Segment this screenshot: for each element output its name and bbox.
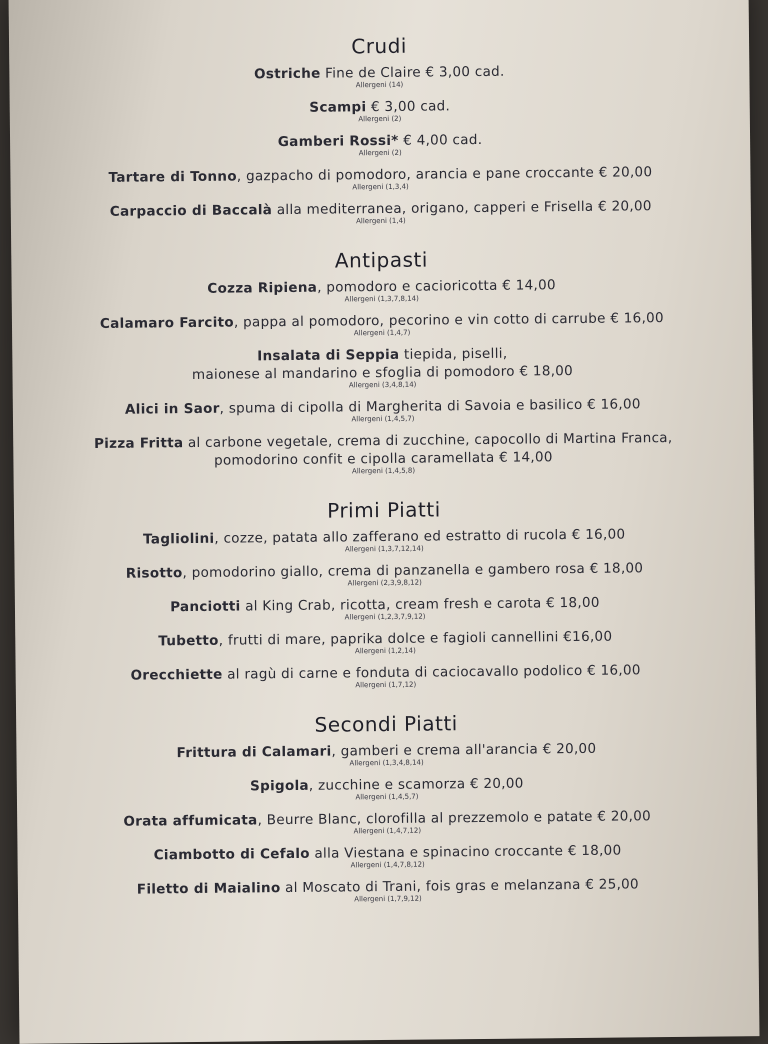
dish-description: , pomodorino giallo, crema di panzanella e gambero rosa € 18,00: [182, 560, 644, 582]
menu-section: [9, 30, 751, 230]
allergens-note: Allergeni (1,4,5,7): [355, 792, 419, 802]
dish-name: Insalata di Seppia: [257, 346, 400, 365]
menu-section: [11, 244, 753, 480]
dish-description: tiepida, piselli,: [399, 345, 508, 363]
dish-description: € 3,00 cad.: [366, 98, 451, 116]
allergens-note: Allergeni (1,4,7,8,12): [350, 860, 425, 870]
dish-description: al carbone vegetale, crema di zucchine, capocollo di Martina Franca,: [183, 429, 673, 452]
dish-name: Tagliolini: [143, 530, 215, 548]
dish-name: Pizza Fritta: [93, 435, 184, 453]
menu-item: [17, 806, 757, 840]
dish-name: Alici in Saor: [124, 400, 220, 418]
dish-description: € 4,00 cad.: [398, 131, 483, 149]
dish-description: , Beurre Blanc, clorofilla al prezzemolo e patate € 20,00: [257, 808, 652, 829]
allergens-note: Allergeni (1,4,7,12): [353, 826, 422, 836]
dish-description: , pappa al pomodoro, pecorino e vin cotto di carrube € 16,00: [233, 310, 664, 331]
dish-name: Tartare di Tonno: [108, 168, 237, 186]
menu-item: [10, 128, 750, 162]
menu-item: [15, 592, 755, 626]
dish-name: Orata affumicata: [123, 812, 258, 830]
menu-item: [10, 94, 750, 128]
allergens-note: Allergeni (2): [358, 148, 402, 158]
allergens-note: Allergeni (14): [355, 80, 404, 90]
allergens-note: Allergeni (1,4,5,8): [351, 466, 416, 476]
menu-item: [13, 394, 753, 428]
allergens-note: Allergeni (1,3,4,8,14): [349, 758, 424, 768]
allergens-note: Allergeni (2): [358, 114, 402, 124]
menu-section: [14, 494, 756, 694]
allergens-note: Allergeni (1,7,9,12): [354, 894, 422, 904]
dish-name: Frittura di Calamari: [176, 743, 332, 762]
dish-name: Risotto: [125, 565, 183, 582]
dish-description: alla mediterranea, origano, capperi e Frisella € 20,00: [272, 198, 652, 219]
menu-item: [13, 428, 753, 480]
dish-name: Ciambotto di Cefalo: [153, 845, 310, 864]
dish-description: al Moscato di Trani, fois gras e melanzana € 25,00: [280, 876, 639, 897]
allergens-note: Allergeni (1,7,12): [355, 680, 417, 690]
dish-description: al King Crab, ricotta, cream fresh e carota € 18,00: [240, 594, 600, 615]
menu-paper: [9, 0, 760, 1044]
allergens-note: Allergeni (1,4): [356, 216, 406, 226]
dish-description: alla Viestana e spinacino croccante € 18,00: [309, 842, 622, 862]
menu-item: [16, 738, 756, 772]
menu-item: [18, 874, 758, 908]
dish-description: Fine de Claire € 3,00 cad.: [320, 63, 505, 82]
menu-item: [12, 308, 752, 342]
dish-name: Ostriche: [254, 65, 321, 83]
allergens-note: Allergeni (1,4,5,7): [351, 414, 415, 424]
menu-item: [10, 162, 750, 196]
dish-name: Cozza Ripiena: [207, 279, 318, 297]
dish-description-continued: pomodorino confit e cipolla caramellata € 14,00: [213, 449, 553, 469]
menu-section: [16, 708, 758, 908]
dish-description: , cozze, patata allo zafferano ed estratto di rucola € 16,00: [214, 526, 626, 547]
dish-name: Spigola: [250, 777, 309, 795]
dish-name: Gamberi Rossi*: [277, 132, 399, 151]
allergens-note: Allergeni (1,3,7,8,14): [344, 294, 419, 304]
dish-description: , zucchine e scamorza € 20,00: [308, 775, 524, 794]
allergens-note: Allergeni (1,4,7): [353, 328, 411, 338]
dish-name: Panciotti: [170, 598, 241, 616]
dish-name: Carpaccio di Baccalà: [109, 202, 273, 220]
section-title: Primi Piatti: [327, 497, 441, 523]
dish-description: , frutti di mare, paprika dolce e fagioli cannellini €16,00: [218, 628, 613, 649]
dish-name: Scampi: [309, 99, 367, 116]
allergens-note: Allergeni (1,3,7,12,14): [344, 544, 424, 554]
menu-item: [9, 60, 749, 94]
menu-item: [17, 772, 757, 806]
menu-item: [12, 342, 752, 394]
section-title: Secondi Piatti: [314, 711, 458, 737]
allergens-note: Allergeni (1,2,3,7,9,12): [344, 612, 426, 622]
dish-name: Orecchiette: [130, 666, 223, 684]
allergens-note: Allergeni (1,3,4): [352, 182, 409, 192]
dish-description: , pomodoro e cacioricotta € 14,00: [317, 277, 556, 296]
section-title: Antipasti: [334, 247, 428, 273]
menu-item: [17, 840, 757, 874]
menu-content: [9, 30, 758, 930]
dish-name: Calamaro Farcito: [99, 314, 235, 332]
dish-description: , gazpacho di pomodoro, arancia e pane croccante € 20,00: [236, 164, 653, 185]
dish-description: , gamberi e crema all'arancia € 20,00: [331, 740, 597, 760]
allergens-note: Allergeni (1,2,14): [354, 646, 416, 656]
menu-item: [16, 660, 756, 694]
dish-name: Filetto di Maialino: [136, 880, 281, 898]
allergens-note: Allergeni (2,3,9,8,12): [347, 578, 422, 588]
dish-name: Tubetto: [158, 632, 219, 650]
menu-item: [11, 196, 751, 230]
menu-item: [15, 558, 755, 592]
allergens-note: Allergeni (3,4,8,14): [348, 380, 417, 390]
menu-item: [14, 524, 754, 558]
dish-description: , spuma di cipolla di Margherita di Savoia e basilico € 16,00: [219, 396, 641, 417]
dish-description-continued: maionese al mandarino e sfoglia di pomodoro € 18,00: [191, 363, 574, 384]
menu-item: [15, 626, 755, 660]
dish-description: al ragù di carne e fonduta di caciocavallo podolico € 16,00: [222, 662, 641, 683]
section-title: Crudi: [351, 33, 408, 59]
menu-item: [12, 274, 752, 308]
